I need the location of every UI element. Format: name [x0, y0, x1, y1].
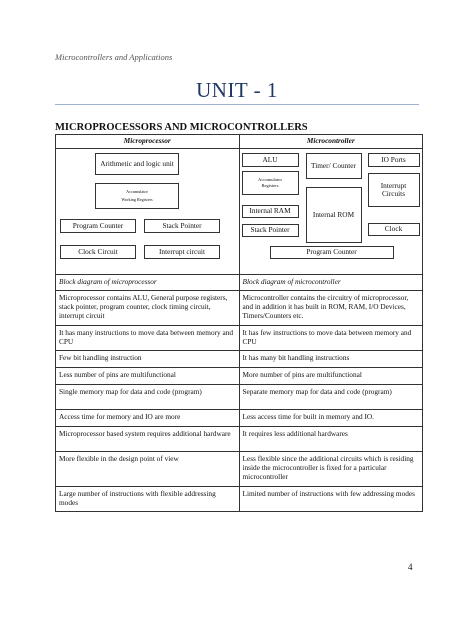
- caption-row: [56, 275, 423, 291]
- comparison-table: [55, 134, 423, 512]
- mc-clock-block: Clock: [368, 223, 420, 236]
- mp-cell: Single memory map for data and code (program): [56, 385, 240, 410]
- mc-stack-pointer-block: Stack Pointer: [242, 224, 299, 237]
- mp-stack-pointer-block: Stack Pointer: [144, 219, 220, 233]
- mc-cell: More number of pins are multifunctional: [239, 368, 423, 385]
- mc-interrupt-circuits-block: Interrupt Circuits: [368, 173, 420, 207]
- table-row: [56, 291, 423, 326]
- table-row: [56, 487, 423, 512]
- mp-cell: It has many instructions to move data between memory and CPU: [56, 326, 240, 351]
- mc-cell: Less flexible since the additional circuits which is residing inside the microcontroller is fixed for a particular microcontroller: [239, 452, 423, 487]
- microcontroller-block-diagram: [239, 149, 423, 275]
- table-row: [56, 410, 423, 427]
- mp-cell: Few bit handling instruction: [56, 351, 240, 368]
- mp-program-counter-block: Program Counter: [60, 219, 136, 233]
- mp-cell: Microprocessor contains ALU, General purpose registers, stack pointer, program counter, clock timing circuit, interrupt circuit: [56, 291, 240, 326]
- mp-interrupt-circuit-block: Interrupt circuit: [144, 245, 220, 259]
- mc-accumulator-label: Accumulator: [258, 177, 282, 182]
- section-title: MICROPROCESSORS AND MICROCONTROLLERS: [55, 122, 308, 133]
- mc-alu-block: ALU: [242, 153, 299, 167]
- mc-cell: Separate memory map for data and code (program): [239, 385, 423, 410]
- table-row: [56, 351, 423, 368]
- table-row: [56, 427, 423, 452]
- mc-accumulator-block: [242, 171, 299, 195]
- mp-cell: Large number of instructions with flexible addressing modes: [56, 487, 240, 512]
- mp-cell: More flexible in the design point of view: [56, 452, 240, 487]
- table-row: [56, 452, 423, 487]
- microcontroller-diagram-caption: Block diagram of microcontroller: [239, 275, 423, 291]
- mc-internal-rom-block: Internal ROM: [306, 187, 362, 243]
- unit-title: UNIT - 1: [196, 78, 278, 102]
- table-header-row: [56, 135, 423, 149]
- mp-alu-block: Arithmetic and logic unit: [95, 153, 179, 175]
- running-header: Microcontrollers and Applications: [55, 52, 173, 62]
- mp-accumulator-label: Accumulator: [126, 189, 148, 194]
- table-row: [56, 326, 423, 351]
- mc-cell: It requires less additional hardwares: [239, 427, 423, 452]
- mc-cell: It has many bit handling instructions: [239, 351, 423, 368]
- mc-cell: Less access time for built in memory and IO.: [239, 410, 423, 427]
- microprocessor-block-diagram: [56, 149, 240, 275]
- diagram-row: [56, 149, 423, 275]
- mc-cell: It has few instructions to move data between memory and CPU: [239, 326, 423, 351]
- mc-internal-ram-block: Internal RAM: [242, 205, 299, 218]
- title-underline: [55, 104, 419, 105]
- col-header-microprocessor: Microprocessor: [56, 135, 240, 149]
- col-header-microcontroller: Microcontroller: [239, 135, 423, 149]
- mc-registers-label: Registers: [261, 183, 279, 188]
- mp-cell: Less number of pins are multifunctional: [56, 368, 240, 385]
- mc-cell: Microcontroller contains the circuitry of microprocessor, and in addition it has built in ROM, RAM, I/O Devices, Timers/Counters etc.: [239, 291, 423, 326]
- table-row: [56, 368, 423, 385]
- microprocessor-diagram-caption: Block diagram of microprocessor: [56, 275, 240, 291]
- table-row: [56, 385, 423, 410]
- mp-cell: Microprocessor based system requires additional hardware: [56, 427, 240, 452]
- mc-timer-counter-block: Timer/ Counter: [306, 153, 362, 179]
- mc-cell: Limited number of instructions with few addressing modes: [239, 487, 423, 512]
- mp-accumulator-block: [95, 183, 179, 209]
- page-number: 4: [408, 562, 413, 572]
- mc-io-ports-block: IO Ports: [368, 153, 420, 167]
- mp-cell: Access time for memory and IO are more: [56, 410, 240, 427]
- mp-registers-label: Working Registers: [121, 197, 153, 202]
- mp-clock-circuit-block: Clock Circuit: [60, 245, 136, 259]
- mc-program-counter-block: Program Counter: [270, 246, 394, 259]
